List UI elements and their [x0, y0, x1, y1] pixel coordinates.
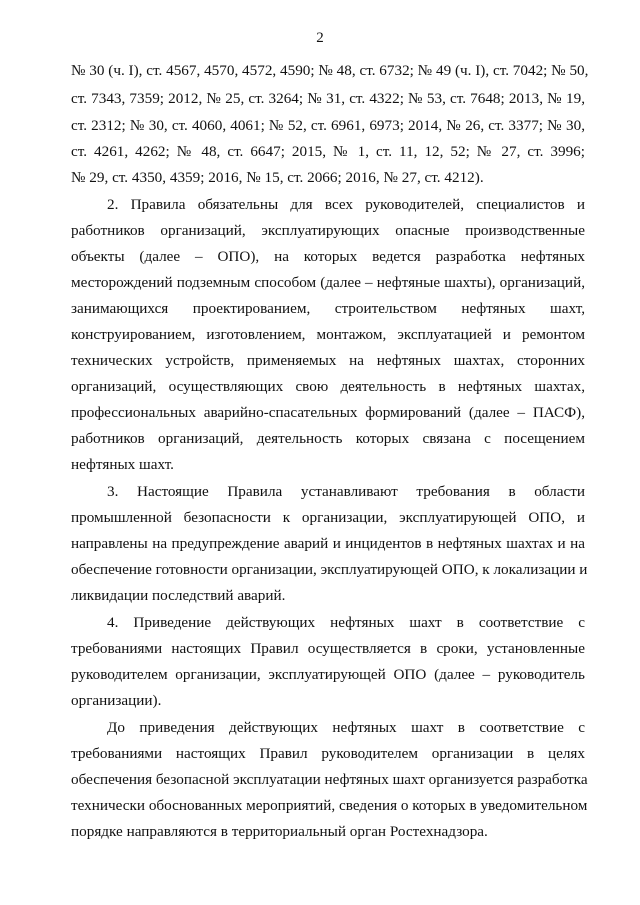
text-line: 4. Приведение действующих нефтяных шахт в соответствие с — [107, 614, 585, 631]
text-line: До приведения действующих нефтяных шахт в соответствие с — [107, 719, 585, 736]
text-line: № 29, ст. 4350, 4359; 2016, № 15, ст. 2066; 2016, № 27, ст. 4212). — [71, 169, 484, 186]
text-line: ликвидации последствий аварий. — [71, 587, 286, 604]
text-line: руководителем организации, эксплуатирующей ОПО (далее – руководитель — [71, 666, 585, 683]
text-line: технических устройств, применяемых на нефтяных шахтах, сторонних — [71, 352, 585, 369]
text-line: занимающихся проектированием, строительством нефтяных шахт, — [71, 300, 585, 317]
text-line: 3. Настоящие Правила устанавливают требования в области — [107, 483, 585, 500]
text-line: требованиями настоящих Правил руководителем организации в целях — [71, 745, 585, 762]
text-line: направлены на предупреждение аварий и инцидентов в нефтяных шахтах и на — [71, 535, 585, 552]
text-line: № 30 (ч. I), ст. 4567, 4570, 4572, 4590; № 48, ст. 6732; № 49 (ч. I), ст. 7042; № 50, — [71, 62, 589, 79]
text-line: нефтяных шахт. — [71, 456, 174, 473]
page-number: 2 — [316, 30, 324, 46]
text-line: порядке направляются в территориальный орган Ростехнадзора. — [71, 823, 488, 840]
text-line: технически обоснованных мероприятий, сведения о которых в уведомительном — [71, 797, 588, 814]
text-line: ст. 7343, 7359; 2012, № 25, ст. 3264; № 31, ст. 4322; № 53, ст. 7648; 2013, № 19, — [71, 90, 585, 107]
text-line: ст. 2312; № 30, ст. 4060, 4061; № 52, ст. 6961, 6973; 2014, № 26, ст. 3377; № 30, — [71, 117, 585, 134]
text-line: конструированием, изготовлением, монтажом, эксплуатацией и ремонтом — [71, 326, 585, 343]
text-line: профессиональных аварийно-спасательных формирований (далее – ПАСФ), — [71, 404, 585, 421]
text-line: ст. 4261, 4262; № 48, ст. 6647; 2015, № 1, ст. 11, 12, 52; № 27, ст. 3996; — [71, 143, 585, 160]
text-line: обеспечение готовности организации, эксплуатирующей ОПО, к локализации и — [71, 561, 588, 578]
text-line: работников организаций, деятельность которых связана с посещением — [71, 430, 585, 447]
text-line: организаций, осуществляющих свою деятельность в нефтяных шахтах, — [71, 378, 585, 395]
text-line: месторождений подземным способом (далее – нефтяные шахты), организаций, — [71, 274, 585, 291]
text-line: организации). — [71, 692, 162, 709]
text-line: работников организаций, эксплуатирующих опасные производственные — [71, 222, 585, 239]
text-line: 2. Правила обязательны для всех руководителей, специалистов и — [107, 196, 585, 213]
text-line: объекты (далее – ОПО), на которых ведется разработка нефтяных — [71, 248, 585, 265]
text-line: требованиями настоящих Правил осуществляется в сроки, установленные — [71, 640, 585, 657]
text-line: обеспечения безопасной эксплуатации нефтяных шахт организуется разработка — [71, 771, 588, 788]
text-line: промышленной безопасности к организации, эксплуатирующей ОПО, и — [71, 509, 585, 526]
